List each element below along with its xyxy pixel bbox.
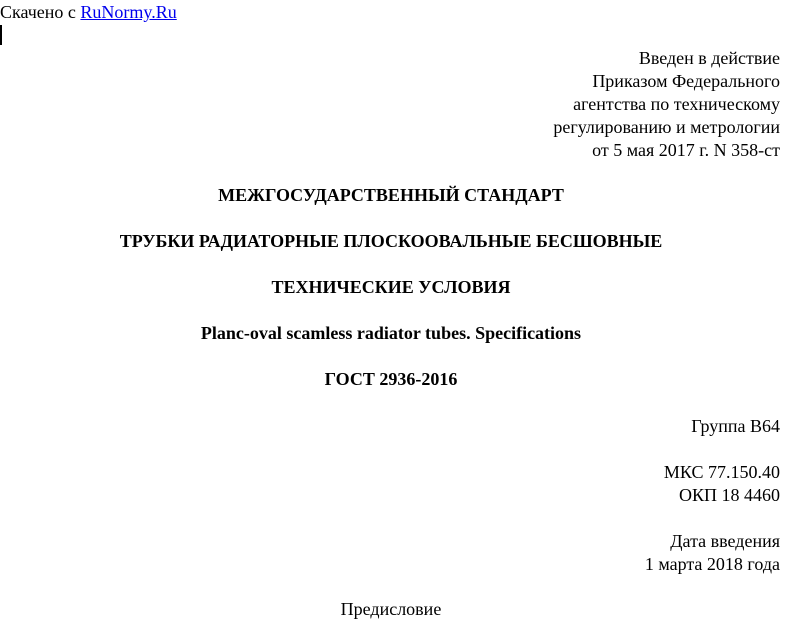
effective-date-block <box>645 530 780 576</box>
source-prefix: Скачено с <box>0 2 81 22</box>
standard-title: ТРУБКИ РАДИАТОРНЫЕ ПЛОСКООВАЛЬНЫЕ БЕСШОВНЫЕ <box>119 231 663 251</box>
source-line <box>0 2 177 23</box>
runormy-link[interactable]: RuNormy.Ru <box>80 2 177 22</box>
okp-code: ОКП 18 4460 <box>678 485 780 505</box>
effective-date-value: 1 марта 2018 года <box>644 554 780 574</box>
standard-type: МЕЖГОСУДАРСТВЕННЫЙ СТАНДАРТ <box>218 185 564 205</box>
enactment-line: регулированию и метрологии <box>553 117 780 137</box>
standard-subtitle: ТЕХНИЧЕСКИЕ УСЛОВИЯ <box>271 277 511 297</box>
text-cursor <box>0 25 2 45</box>
enactment-line: Приказом Федерального <box>592 71 780 91</box>
effective-date-label: Дата введения <box>670 531 780 551</box>
mks-code: МКС 77.150.40 <box>663 462 780 482</box>
preface-heading: Предисловие <box>340 599 442 619</box>
english-title: Planc-oval scamless radiator tubes. Specifications <box>200 323 582 343</box>
enactment-line: Введен в действие <box>638 48 780 68</box>
enactment-block <box>553 47 780 162</box>
classification-codes <box>664 461 780 507</box>
enactment-line: агентства по техническому <box>573 94 780 114</box>
group-code: Группа В64 <box>691 416 780 436</box>
enactment-line: от 5 мая 2017 г. N 358-ст <box>592 140 780 160</box>
standard-number: ГОСТ 2936-2016 <box>324 369 458 389</box>
